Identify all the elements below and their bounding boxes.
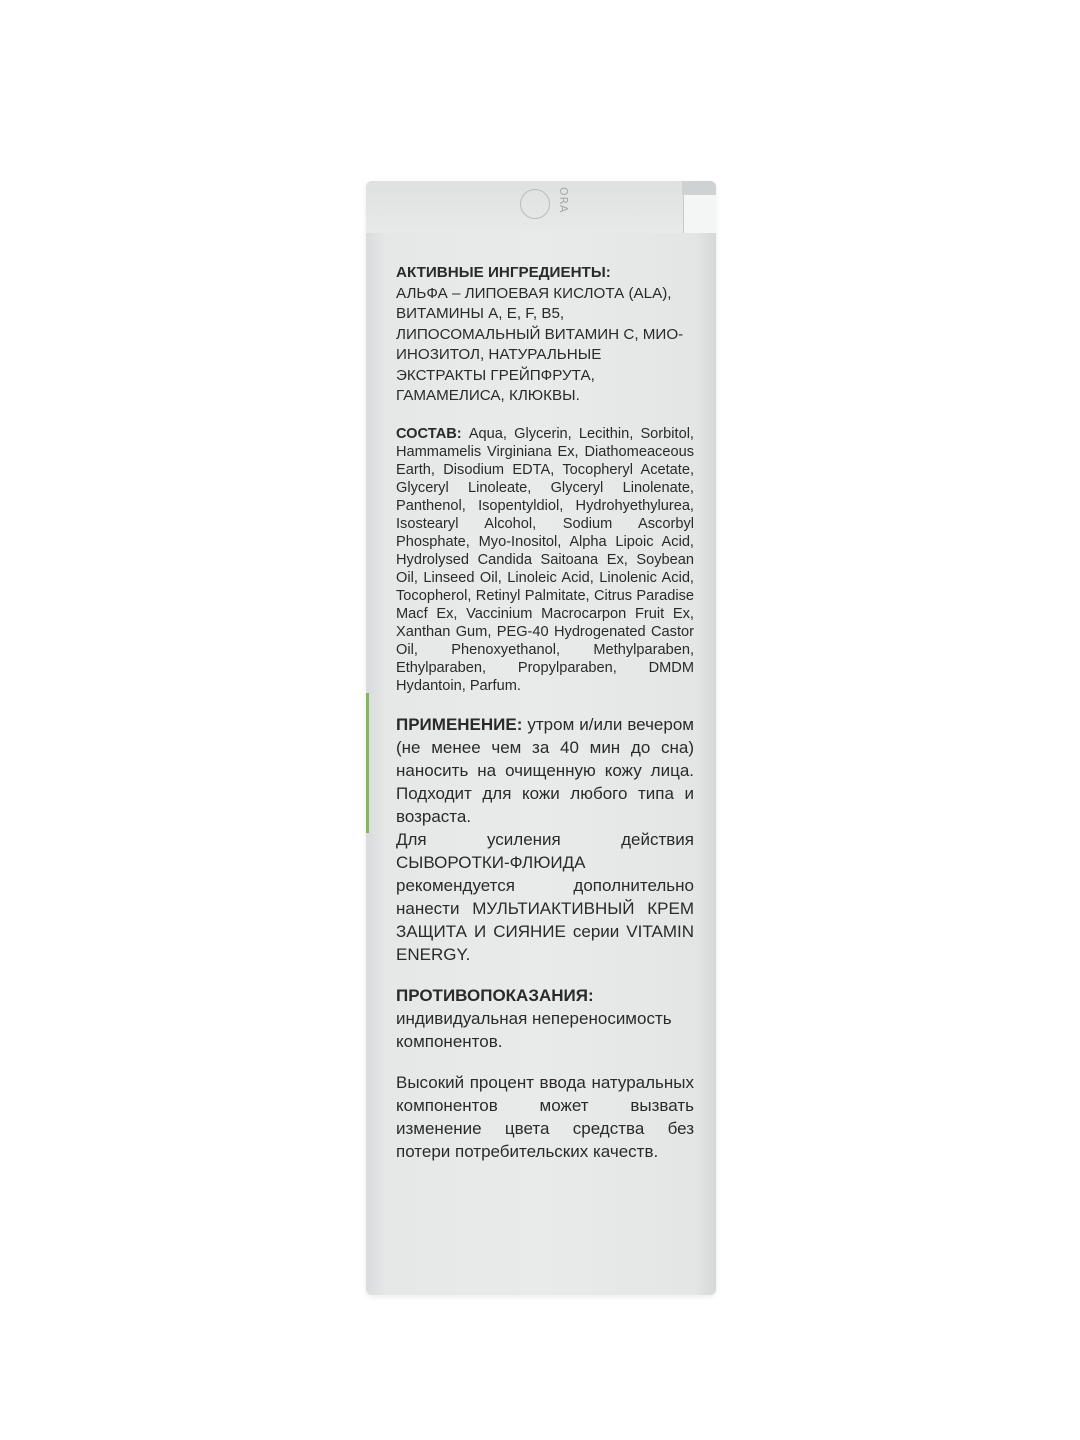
- ingredient-label: [396, 263, 694, 1181]
- note-block: [396, 1071, 694, 1163]
- active-ingredients-text: АЛЬФА – ЛИПОЕВАЯ КИСЛОТА (ALA), ВИТАМИНЫ А, Е, F, В5, ЛИПОСОМАЛЬНЫЙ ВИТАМИН С, МИО-ИНОЗИТОЛ, НАТУРАЛЬНЫЕ ЭКСТРАКТЫ ГРЕЙПФРУТА, ГАМАМЕЛИСА, КЛЮКВЫ.: [396, 284, 684, 404]
- usage-text-2: Для усиления действия СЫВОРОТКИ-ФЛЮИДА рекомендуется дополнительно нанести МУЛЬТИАКТИВНЫЙ КРЕМ ЗАЩИТА И СИЯНИЕ серии VITAMIN ENERGY.: [396, 829, 694, 964]
- usage-heading: ПРИМЕНЕНИЕ:: [396, 714, 523, 734]
- box-top-flap: [366, 181, 716, 233]
- contraindications-block: [396, 984, 694, 1053]
- brand-name: ORA: [557, 187, 570, 214]
- green-edge-stripe: [366, 693, 369, 833]
- brand-logo-icon: [520, 189, 550, 219]
- composition-heading: СОСТАВ:: [396, 425, 462, 442]
- composition-text: Aqua, Glycerin, Lecithin, Sorbitol, Hammamelis Virginiana Ex, Diathomeaceous Earth, Disodium EDTA, Tocopheryl Acetate, Glyceryl Linoleate, Glyceryl Linolenate, Panthenol, Isopentyldiol, Hydrohyethylurea, Isostearyl Alcohol, Sodium Ascorbyl Phosphate, Myo-Inositol, Alpha Lipoic Acid, Hydrolysed Candida Saitoana Ex, Soybean Oil, Linseed Oil, Linoleic Acid, Linolenic Acid, Tocopherol, Retinyl Palmitate, Citrus Paradise Macf Ex, Vaccinium Macrocarpon Fruit Ex, Xanthan Gum, PEG-40 Hydrogenated Castor Oil, Phenoxyethanol, Methylparaben, Ethylparaben, Propylparaben, DMDM Hydantoin, Parfum.: [396, 425, 694, 694]
- contraindications-text: индивидуальная непереносимость компонентов.: [396, 1008, 672, 1051]
- box-tab-notch: [683, 189, 716, 233]
- contraindications-heading: ПРОТИВОПОКАЗАНИЯ:: [396, 985, 594, 1005]
- active-ingredients-block: [396, 263, 694, 407]
- product-box: [366, 181, 716, 1295]
- composition-block: [396, 425, 694, 695]
- note-text: Высокий процент ввода натуральных компонентов может вызвать изменение цвета средства без потери потребительских качеств.: [396, 1072, 694, 1161]
- box-tab: [682, 181, 716, 195]
- usage-text: утром и/или вечером (не менее чем за 40 мин до сна) наносить на очищенную кожу лица. Подходит для кожи любого типа и возраста.: [396, 714, 694, 826]
- usage-block: [396, 713, 694, 966]
- active-ingredients-heading: АКТИВНЫЕ ИНГРЕДИЕНТЫ:: [396, 264, 611, 281]
